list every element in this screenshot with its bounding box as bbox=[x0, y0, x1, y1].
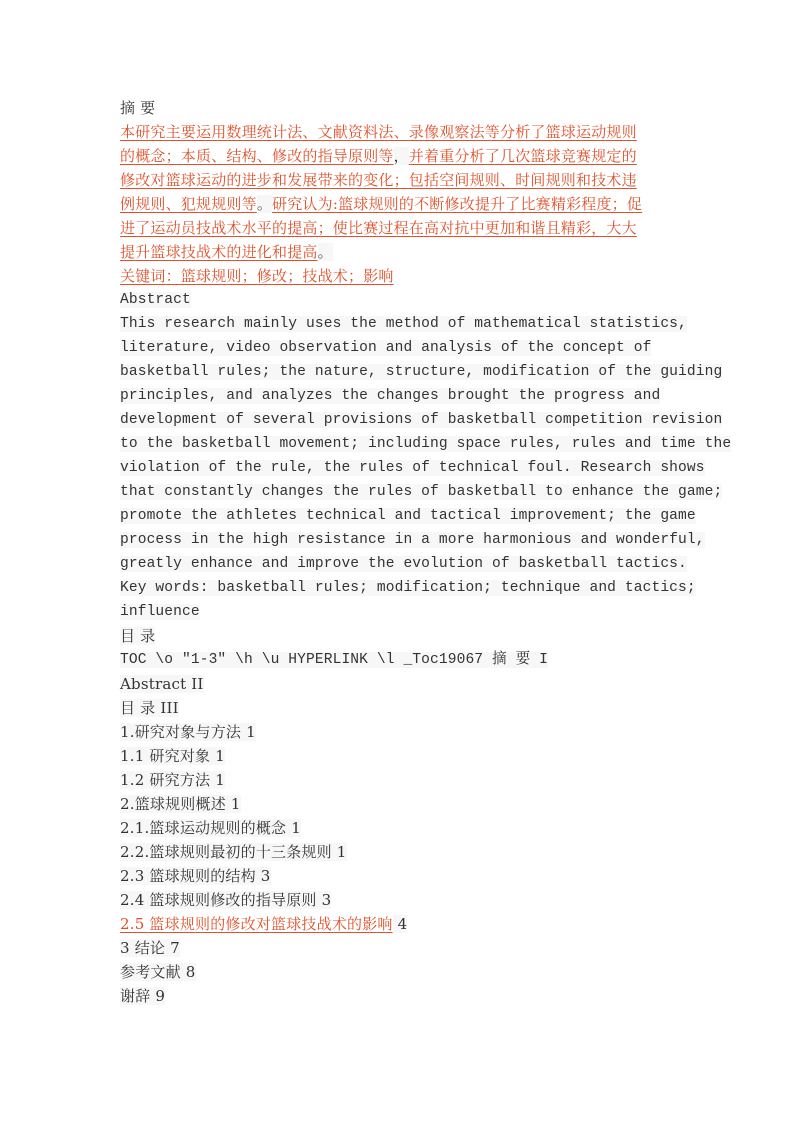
toc-entry-label[interactable]: 2.1.篮球运动规则的概念 1 bbox=[120, 819, 301, 837]
keywords-en bbox=[120, 576, 696, 624]
toc-entry[interactable] bbox=[120, 792, 680, 816]
abstract-cn-link[interactable]: 进了运动员技战术水平的提高；使比赛过程在高对抗中更加和谐且精彩，大大 bbox=[120, 219, 637, 237]
toc-entry[interactable] bbox=[120, 888, 680, 912]
abstract-cn-line bbox=[120, 120, 680, 144]
abstract-cn-link[interactable]: 的概念；本质、结构、修改的指导原则等 bbox=[120, 147, 394, 165]
toc-entry[interactable] bbox=[120, 960, 680, 984]
abstract-en-line: basketball rules; the nature, structure, modification of the guiding bbox=[120, 364, 723, 380]
toc-entry[interactable] bbox=[120, 840, 680, 864]
abstract-cn-heading: 摘 要 bbox=[120, 99, 156, 117]
keywords-en-line: Key words: basketball rules; modification; technique and tactics; bbox=[120, 580, 696, 596]
abstract-en-line: principles, and analyzes the changes brought the progress and bbox=[120, 388, 661, 404]
abstract-cn-link[interactable]: 研究认为:篮球规则的不断修改提升了比赛精彩程度；促 bbox=[272, 195, 643, 213]
abstract-cn-line bbox=[120, 144, 680, 168]
abstract-en-line: literature, video observation and analysis of the concept of bbox=[120, 340, 652, 356]
toc-entry[interactable] bbox=[120, 744, 680, 768]
toc-field-code: TOC \o "1-3" \h \u HYPERLINK \l _Toc19067 摘 要 I bbox=[120, 652, 548, 668]
abstract-cn-link[interactable]: 提升篮球技战术的进化和提高 bbox=[120, 243, 318, 261]
keywords-cn-link[interactable]: 关键词：篮球规则；修改；技战术；影响 bbox=[120, 267, 394, 285]
abstract-cn-body bbox=[120, 120, 680, 264]
abstract-cn-line bbox=[120, 192, 680, 216]
abstract-cn-link[interactable]: 例规则、犯规规则等 bbox=[120, 195, 257, 213]
toc-entry-label[interactable]: 2.4 篮球规则修改的指导原则 3 bbox=[120, 891, 332, 909]
toc-entry[interactable] bbox=[120, 936, 680, 960]
document-page bbox=[120, 96, 732, 1008]
toc-entry-label[interactable]: 2.3 篮球规则的结构 3 bbox=[120, 867, 271, 885]
abstract-cn-line bbox=[120, 168, 680, 192]
toc-entry-label[interactable]: 3 结论 7 bbox=[120, 939, 180, 957]
toc-entry[interactable] bbox=[120, 720, 680, 744]
abstract-en-line: promote the athletes technical and tactical improvement; the game bbox=[120, 508, 696, 524]
toc-entry-label[interactable]: 2.2.篮球规则最初的十三条规则 1 bbox=[120, 843, 347, 861]
abstract-cn-punct: 。 bbox=[256, 195, 273, 213]
toc-entry-label[interactable]: Abstract II bbox=[120, 675, 204, 693]
abstract-en-line: that constantly changes the rules of basketball to enhance the game; bbox=[120, 484, 723, 500]
abstract-en-line: greatly enhance and improve the evolution of basketball tactics. bbox=[120, 556, 687, 572]
abstract-cn-link[interactable]: 并着重分析了几次篮球竞赛规定的 bbox=[408, 147, 637, 165]
toc-entry[interactable] bbox=[120, 768, 680, 792]
toc-list bbox=[120, 672, 680, 1008]
toc-entry-label[interactable]: 目 录 III bbox=[120, 699, 179, 717]
toc-entry[interactable] bbox=[120, 696, 680, 720]
toc-entry[interactable] bbox=[120, 672, 680, 696]
toc-entry-label[interactable]: 参考文献 8 bbox=[120, 963, 196, 981]
abstract-en-line: process in the high resistance in a more harmonious and wonderful, bbox=[120, 532, 705, 548]
abstract-cn-line bbox=[120, 216, 680, 240]
toc-entry-label[interactable]: 2.篮球规则概述 1 bbox=[120, 795, 241, 813]
toc-entry[interactable] bbox=[120, 816, 680, 840]
abstract-en-body bbox=[120, 312, 732, 576]
toc-entry-label[interactable]: 谢辞 9 bbox=[120, 987, 166, 1005]
toc-entry-label[interactable]: 1.2 研究方法 1 bbox=[120, 771, 225, 789]
abstract-en-line: development of several provisions of basketball competition revision bbox=[120, 412, 723, 428]
toc-entry-label[interactable]: 1.研究对象与方法 1 bbox=[120, 723, 256, 741]
toc-entry-label[interactable]: 1.1 研究对象 1 bbox=[120, 747, 225, 765]
abstract-en-line: to the basketball movement; including space rules, rules and time the bbox=[120, 436, 732, 452]
abstract-cn-link[interactable]: 本研究主要运用数理统计法、文献资料法、录像观察法等分析了篮球运动规则 bbox=[120, 123, 637, 141]
toc-entry[interactable] bbox=[120, 984, 680, 1008]
abstract-en-heading: Abstract bbox=[120, 292, 191, 308]
abstract-cn-punct: 。 bbox=[317, 243, 333, 261]
toc-entry[interactable] bbox=[120, 864, 680, 888]
abstract-cn-punct: ， bbox=[393, 147, 409, 165]
abstract-en-line: This research mainly uses the method of mathematical statistics, bbox=[120, 316, 687, 332]
toc-entry[interactable] bbox=[120, 912, 680, 936]
toc-entry-link[interactable]: 2.5 篮球规则的修改对篮球技战术的影响 bbox=[120, 915, 393, 933]
abstract-en-line: violation of the rule, the rules of technical foul. Research shows bbox=[120, 460, 705, 476]
toc-entry-page: 4 bbox=[392, 915, 408, 933]
abstract-cn-link[interactable]: 修改对篮球运动的进步和发展带来的变化；包括空间规则、时间规则和技术违 bbox=[120, 171, 637, 189]
toc-heading: 目 录 bbox=[120, 627, 156, 645]
abstract-cn-line bbox=[120, 240, 680, 264]
keywords-en-line: influence bbox=[120, 604, 200, 620]
